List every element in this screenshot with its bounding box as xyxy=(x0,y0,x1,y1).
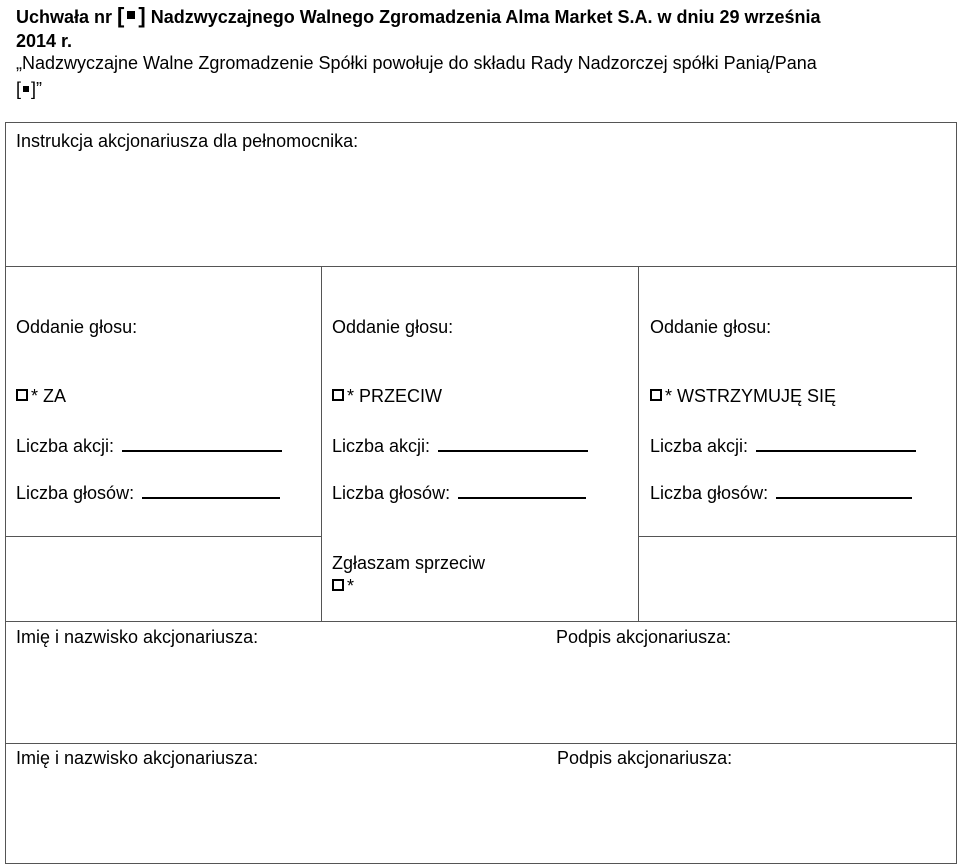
instruction-label: Instrukcja akcjonariusza dla pełnomocnika: xyxy=(16,131,359,151)
shareholder-signature-label: Podpis akcjonariusza: xyxy=(557,748,733,768)
resolution-main: „Nadzwyczajne Walne Zgromadzenie Spółki powołuje do składu Rady Nadzorczej spółki Panią/Pana xyxy=(16,53,817,73)
checkbox-icon[interactable] xyxy=(650,389,662,401)
resolution-close-quote: ” xyxy=(36,79,43,99)
placeholder-bracket-small: [ ] xyxy=(16,79,37,99)
shares-label: Liczba akcji: xyxy=(650,436,749,456)
placeholder-square-icon xyxy=(23,86,29,92)
shares-field xyxy=(650,436,916,457)
votes-label: Liczba głosów: xyxy=(650,483,769,503)
shares-input-line[interactable] xyxy=(122,436,282,452)
vote-option-label: * PRZECIW xyxy=(347,386,443,406)
checkbox-icon[interactable] xyxy=(332,579,344,591)
title-suffix: Nadzwyczajnego Walnego Zgromadzenia Alma Market S.A. w dniu 29 września xyxy=(150,7,821,27)
shares-input-line[interactable] xyxy=(438,436,588,452)
votes-input-line[interactable] xyxy=(776,483,912,499)
placeholder-square-icon xyxy=(127,11,135,19)
title-prefix: Uchwała nr xyxy=(16,7,113,27)
objection-option[interactable] xyxy=(332,576,354,597)
vote-bottom-left-line xyxy=(5,536,321,537)
vote-heading: Oddanie głosu: xyxy=(332,317,454,337)
vote-option-przeciw[interactable] xyxy=(332,386,442,407)
signature-box-1 xyxy=(5,621,957,744)
vote-heading: Oddanie głosu: xyxy=(16,317,138,337)
vote-divider-1 xyxy=(321,266,322,621)
vote-option-wstrzymuje[interactable] xyxy=(650,386,836,407)
votes-input-line[interactable] xyxy=(142,483,280,499)
shares-field xyxy=(332,436,588,457)
shares-label: Liczba akcji: xyxy=(332,436,431,456)
votes-input-line[interactable] xyxy=(458,483,586,499)
shares-field xyxy=(16,436,282,457)
votes-label: Liczba głosów: xyxy=(332,483,451,503)
objection-mark: * xyxy=(347,576,355,596)
votes-field xyxy=(332,483,586,504)
vote-heading: Oddanie głosu: xyxy=(650,317,772,337)
shares-input-line[interactable] xyxy=(756,436,916,452)
votes-label: Liczba głosów: xyxy=(16,483,135,503)
shareholder-name-label: Imię i nazwisko akcjonariusza: xyxy=(16,627,259,647)
resolution-text xyxy=(16,50,956,102)
vote-option-za[interactable] xyxy=(16,386,66,407)
title-date: 2014 r. xyxy=(16,31,73,51)
vote-divider-2 xyxy=(638,266,639,622)
shareholder-signature-label: Podpis akcjonariusza: xyxy=(556,627,732,647)
checkbox-icon[interactable] xyxy=(332,389,344,401)
shareholder-name-label: Imię i nazwisko akcjonariusza: xyxy=(16,748,259,768)
signature-box-2 xyxy=(5,743,957,864)
placeholder-bracket: [ ] xyxy=(117,3,146,28)
instruction-box xyxy=(5,122,957,267)
votes-field xyxy=(650,483,912,504)
votes-field xyxy=(16,483,280,504)
checkbox-icon[interactable] xyxy=(16,389,28,401)
shares-label: Liczba akcji: xyxy=(16,436,115,456)
document-title xyxy=(16,4,946,53)
objection-label: Zgłaszam sprzeciw xyxy=(332,553,486,573)
vote-bottom-right-line xyxy=(638,536,957,537)
vote-option-label: * WSTRZYMUJĘ SIĘ xyxy=(665,386,837,406)
vote-option-label: * ZA xyxy=(31,386,67,406)
